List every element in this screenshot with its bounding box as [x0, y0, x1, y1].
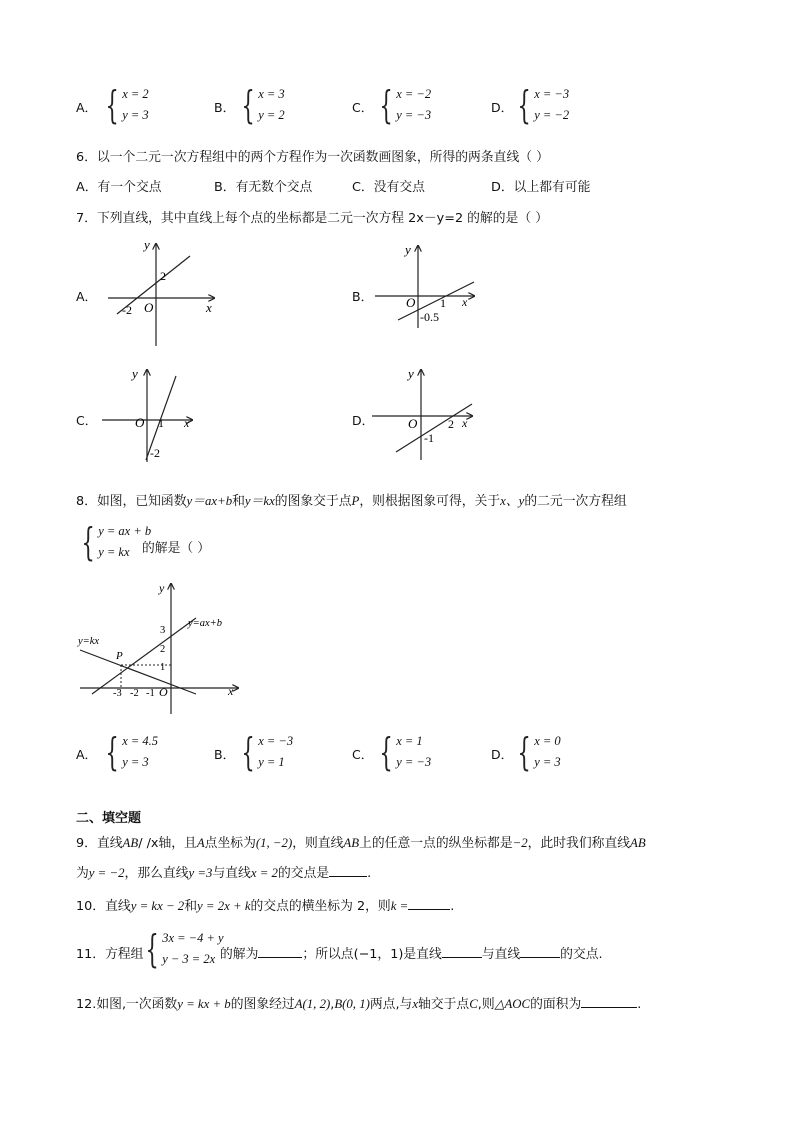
q8-option-c-system: [374, 731, 431, 773]
q10-text: 的交点的横坐标为 2，则: [250, 899, 391, 914]
q11-line2-blank[interactable]: [520, 945, 560, 958]
q12-answer-blank[interactable]: [581, 995, 637, 1008]
q12-point-a: A(1, 2): [294, 997, 331, 1011]
q9-text: ，此时我们称直线: [527, 836, 631, 851]
q9-ab: AB: [122, 836, 139, 850]
q5-option-c-system: [374, 84, 431, 126]
q12-text: 轴交于点: [418, 997, 470, 1012]
q5-d-eq1: x = −3: [534, 87, 570, 101]
tick-label: 1: [158, 416, 164, 430]
tick-label: -3: [113, 688, 122, 699]
q11-text: 与直线: [481, 947, 521, 962]
q8-point-p: P: [351, 494, 360, 508]
q8-option-d-label[interactable]: D．: [491, 747, 514, 762]
x-label: x: [462, 295, 468, 309]
x-label: x: [228, 684, 234, 698]
q6-option-c[interactable]: C．没有交点: [352, 180, 425, 195]
tick-label: 2: [448, 417, 454, 431]
q12-text: .: [637, 997, 642, 1012]
tick-label: -2: [130, 688, 139, 699]
q5-c-eq2: y = −3: [396, 108, 432, 122]
q5-option-d-label: D．: [491, 100, 514, 115]
q8-stem-text: 8．如图，已知函数: [76, 494, 187, 509]
q10-k: k =: [390, 899, 409, 913]
q8-option-a-label[interactable]: A．: [76, 747, 98, 762]
brace-icon: {: [105, 83, 119, 127]
q9-line2: [76, 862, 371, 881]
q9-text: .: [367, 866, 372, 881]
q9-text: ，则直线: [292, 836, 344, 851]
q8-c-eq1: x = 1: [396, 734, 423, 748]
q10-text: 和: [184, 899, 197, 914]
q9-text: 点坐标为: [204, 836, 256, 851]
q9-text: / /x轴，且: [138, 836, 197, 851]
q12-x: x: [412, 997, 419, 1011]
q7-stem: 7．下列直线，其中直线上每个点的坐标都是二元一次方程 2x－y=2 的解的是（ ）: [76, 211, 548, 226]
q5-option-a-system: [100, 84, 149, 126]
q8-option-a-system: [100, 731, 158, 773]
q7-graph-b: [370, 240, 480, 330]
q12-text: 12.如图,一次函数: [76, 997, 178, 1012]
origin-label: O: [408, 416, 418, 431]
q8-b-eq1: x = −3: [258, 734, 294, 748]
q5-option-b-system: [236, 84, 285, 126]
q12-text: ,: [330, 997, 335, 1012]
brace-icon: {: [241, 83, 255, 127]
q10-text: .: [450, 899, 455, 914]
q9-ab: AB: [630, 836, 646, 850]
q12-text: 的面积为: [530, 997, 582, 1012]
q9-text: 与直线: [212, 866, 251, 881]
q7-option-b-label[interactable]: B．: [352, 289, 374, 304]
q9-line1: [76, 832, 646, 851]
q8-stem-text: ，则根据图象可得，关于: [359, 494, 501, 509]
q7-option-a-label[interactable]: A．: [76, 289, 98, 304]
brace-icon: {: [379, 730, 393, 774]
origin-label: O: [159, 685, 168, 699]
brace-icon: {: [81, 520, 95, 564]
q11-text: 的交点.: [560, 947, 603, 962]
q5-option-a-label: A．: [76, 100, 98, 115]
line-label: y=kx: [78, 636, 100, 647]
q5-option-d-system: [512, 84, 569, 126]
q9-text: ，那么直线: [124, 866, 189, 881]
q8-option-c-label[interactable]: C．: [352, 747, 374, 762]
q11-prefix: 11．方程组: [76, 947, 144, 962]
q12-text: ,则: [477, 997, 495, 1012]
q12-text: 两点,与: [369, 997, 413, 1012]
q6-option-b[interactable]: B．有无数个交点: [214, 180, 313, 195]
tick-label: -0.5: [420, 310, 439, 324]
q6-stem: 6．以一个二元一次方程组中的两个方程作为一次函数画图象，所得的两条直线（ ）: [76, 150, 549, 165]
q12-text: 的图象经过: [230, 997, 295, 1012]
brace-icon: {: [517, 730, 531, 774]
q12: [76, 993, 641, 1012]
q11-text: 的解为: [220, 947, 259, 962]
brace-icon: {: [105, 730, 119, 774]
q9-point-a: A: [196, 836, 205, 850]
x-label: x: [462, 416, 468, 430]
tick-label: -2: [122, 303, 132, 317]
q8-stem-end: 的解是（ ）: [142, 541, 211, 556]
q8-stem-text: 的图象交于点: [274, 494, 352, 509]
q11-eq1: 3x = −4 + y: [162, 931, 224, 945]
q8-system: [76, 521, 151, 563]
q5-b-eq1: x = 3: [258, 87, 285, 101]
tick-label: -1: [146, 688, 155, 699]
q12-triangle: △AOC: [494, 997, 531, 1011]
q11-eq2: y − 3 = 2x: [162, 952, 216, 966]
q11-system: [140, 928, 224, 970]
q10: [76, 895, 454, 914]
x-label: x: [206, 300, 212, 315]
q9-value: −2: [512, 836, 528, 850]
section-heading: 二、填空题: [76, 811, 142, 826]
q8-eq1: y＝ax+b: [186, 494, 233, 508]
q5-option-c-label: C．: [352, 100, 374, 115]
line-label: y=ax+b: [188, 618, 222, 629]
brace-icon: {: [379, 83, 393, 127]
q8-vars: x、y: [500, 494, 525, 508]
tick-label: -2: [150, 446, 160, 460]
x-label: x: [184, 416, 190, 430]
q8-stem: [76, 490, 627, 509]
tick-label: 2: [160, 269, 166, 283]
tick-label: 1: [160, 662, 166, 673]
y-label: y: [144, 238, 150, 252]
q11-text: ；所以点(−1，1)是直线: [302, 947, 442, 962]
y-label: y: [408, 366, 414, 381]
q8-b-eq2: y = 1: [258, 755, 285, 769]
origin-label: O: [144, 300, 154, 315]
q9-text: 为: [76, 866, 89, 881]
brace-icon: {: [241, 730, 255, 774]
q7-graph-c: [98, 364, 198, 464]
q7-graph-a: [100, 238, 225, 348]
q8-d-eq2: y = 3: [534, 755, 561, 769]
tick-label: 2: [160, 644, 166, 655]
origin-label: O: [135, 415, 145, 430]
brace-icon: {: [517, 83, 531, 127]
q5-d-eq2: y = −2: [534, 108, 570, 122]
q6-option-d[interactable]: D．以上都有可能: [491, 180, 591, 195]
y-label: y: [405, 242, 411, 257]
brace-icon: {: [145, 927, 159, 971]
q5-b-eq2: y = 2: [258, 108, 285, 122]
q12-eq: y = kx + b: [177, 997, 231, 1011]
q9-text: 9．直线: [76, 836, 123, 851]
q9-eq: y =3: [188, 866, 213, 880]
q5-c-eq1: x = −2: [396, 87, 432, 101]
q7-option-d-label[interactable]: D．: [352, 413, 375, 428]
q10-eq: y = 2x + k: [197, 899, 251, 913]
q8-graph: [74, 578, 244, 718]
y-label: y: [132, 366, 138, 381]
q9-eq: y = −2: [88, 866, 125, 880]
y-label: y: [159, 581, 165, 595]
origin-label: O: [406, 295, 416, 310]
q11-rest: [220, 943, 603, 962]
q9-coord: (1, −2): [255, 836, 293, 850]
q8-c-eq2: y = −3: [396, 755, 432, 769]
tick-label: 1: [440, 296, 446, 310]
q8-option-d-system: [512, 731, 561, 773]
q8-stem-text: 和: [232, 494, 245, 509]
q9-text: 的交点是: [277, 866, 330, 881]
q11-answer-blank[interactable]: [258, 945, 302, 958]
q10-answer-blank[interactable]: [408, 897, 450, 910]
q8-a-eq1: x = 4.5: [122, 734, 159, 748]
q8-option-b-label[interactable]: B．: [214, 747, 236, 762]
q7-graph-d: [368, 364, 478, 464]
q12-point-c: C: [469, 997, 478, 1011]
q9-ab: AB: [343, 836, 360, 850]
q6-option-a[interactable]: A．有一个交点: [76, 180, 162, 195]
q7-option-c-label[interactable]: C．: [76, 413, 98, 428]
q8-option-b-system: [236, 731, 293, 773]
q8-sys-eq2: y = kx: [98, 545, 130, 559]
q5-option-b-label: B．: [214, 100, 236, 115]
q12-point-b: B(0, 1): [334, 997, 370, 1011]
q5-a-eq2: y = 3: [122, 108, 149, 122]
q11-line1-blank[interactable]: [442, 945, 482, 958]
q9-text: 上的任意一点的纵坐标都是: [359, 836, 513, 851]
q8-sys-eq1: y = ax + b: [98, 524, 152, 538]
point-label: P: [116, 650, 123, 662]
q9-answer-blank[interactable]: [329, 864, 367, 877]
q10-eq: y = kx − 2: [130, 899, 185, 913]
tick-label: -1: [424, 431, 434, 445]
q8-a-eq2: y = 3: [122, 755, 149, 769]
q9-eq: x = 2: [250, 866, 278, 880]
q8-eq2: y＝kx: [244, 494, 275, 508]
tick-label: 3: [160, 625, 166, 636]
q8-stem-text: 的二元一次方程组: [524, 494, 627, 509]
q10-text: 10．直线: [76, 899, 131, 914]
line-y-ax-b: [92, 618, 196, 694]
q5-a-eq1: x = 2: [122, 87, 149, 101]
q8-d-eq1: x = 0: [534, 734, 561, 748]
